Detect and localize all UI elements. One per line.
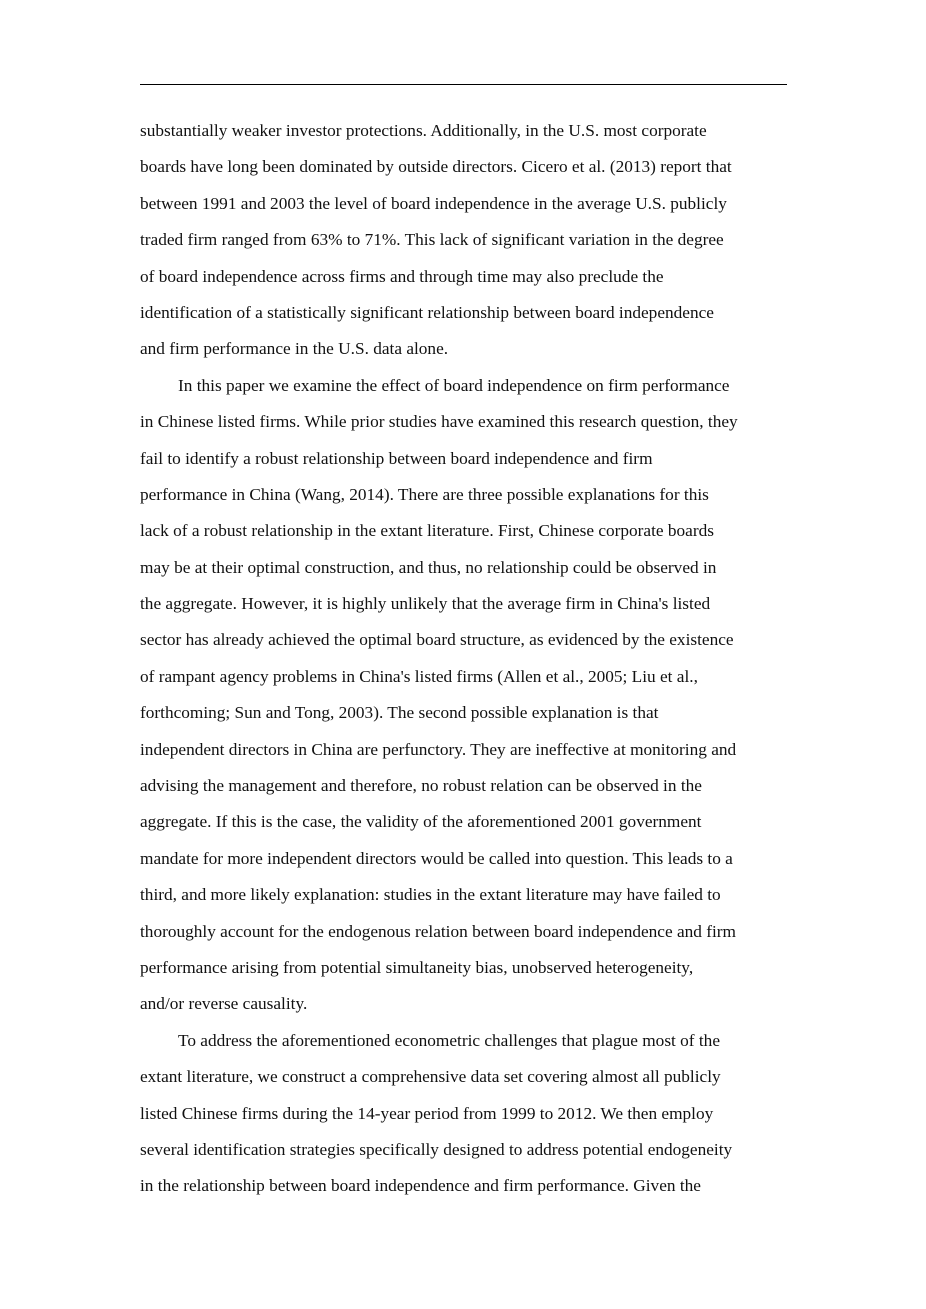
text-line: may be at their optimal construction, and thus, no relationship could be observed in [140,557,717,577]
text-line: independent directors in China are perfunctory. They are ineffective at monitoring and [140,739,737,759]
text-line: extant literature, we construct a comprehensive data set covering almost all publicly [140,1067,721,1087]
text-line: between 1991 and 2003 the level of board independence in the average U.S. publicly [140,193,727,213]
text-line: lack of a robust relationship in the extant literature. First, Chinese corporate boards [140,521,714,541]
text-line: sector has already achieved the optimal board structure, as evidenced by the existence [140,630,734,650]
text-line: performance in China (Wang, 2014). There are three possible explanations for this [140,484,709,504]
text-line: In this paper we examine the effect of board independence on firm performance [178,375,730,395]
text-line: in Chinese listed firms. While prior studies have examined this research question, they [140,412,738,432]
text-line: in the relationship between board independence and firm performance. Given the [140,1176,701,1196]
text-line: thoroughly account for the endogenous relation between board independence and firm [140,921,736,941]
text-line: of rampant agency problems in China's listed firms (Allen et al., 2005; Liu et al., [140,666,698,686]
text-line: aggregate. If this is the case, the validity of the aforementioned 2001 government [140,812,702,832]
text-line: traded firm ranged from 63% to 71%. This lack of significant variation in the degree [140,230,724,250]
text-line: To address the aforementioned econometric challenges that plague most of the [178,1030,720,1050]
text-line: boards have long been dominated by outside directors. Cicero et al. (2013) report that [140,157,732,177]
text-line: substantially weaker investor protections. Additionally, in the U.S. most corporate [140,121,707,140]
text-line: mandate for more independent directors would be called into question. This leads to a [140,848,733,868]
text-line: identification of a statistically significant relationship between board independence [140,302,714,322]
paragraph-2 [140,368,790,1023]
text-line: and firm performance in the U.S. data alone. [140,339,449,359]
text-line: forthcoming; Sun and Tong, 2003). The second possible explanation is that [140,703,659,723]
text-line: third, and more likely explanation: studies in the extant literature may have failed to [140,885,721,905]
paragraph-1 [140,113,790,368]
text-line: the aggregate. However, it is highly unlikely that the average firm in China's listed [140,594,711,614]
text-line: and/or reverse causality. [140,994,308,1014]
text-line: advising the management and therefore, no robust relation can be observed in the [140,776,702,796]
header-rule [140,84,787,85]
paragraph-3 [140,1023,790,1205]
text-line: of board independence across firms and through time may also preclude the [140,266,664,286]
text-line: fail to identify a robust relationship between board independence and firm [140,448,653,468]
body-text [140,113,790,1205]
text-line: performance arising from potential simultaneity bias, unobserved heterogeneity, [140,957,694,977]
text-line: listed Chinese firms during the 14-year period from 1999 to 2012. We then employ [140,1103,714,1123]
text-line: several identification strategies specifically designed to address potential endogeneity [140,1139,733,1159]
